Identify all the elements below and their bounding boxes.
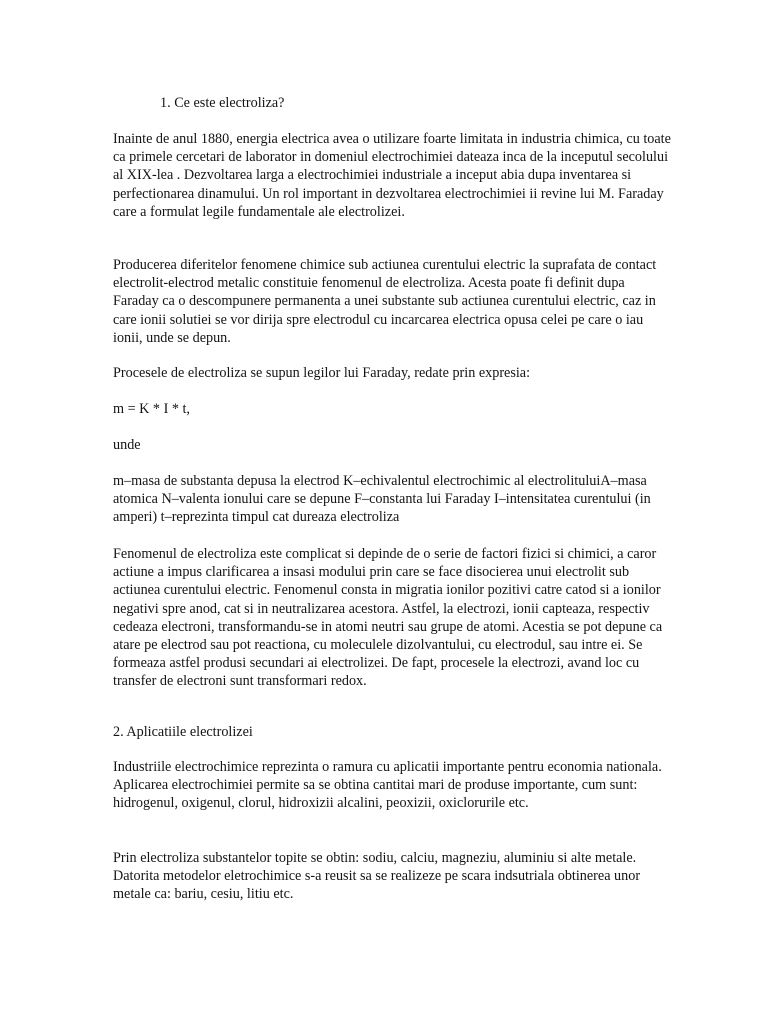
paragraph-faraday-laws: Procesele de electroliza se supun legilor lui Faraday, redate prin expresia:	[113, 365, 531, 381]
paragraph-definition: Producerea diferitelor fenomene chimice sub actiunea curentului electric la suprafata de contact electrolit-electrod metalic constituie fenomenul de electroliza. Acesta poate fi definit dupa Faraday ca o descompunere permanenta a unei substante sub actiunea curentului electric, caz in care ionii solutiei se vor dirija spre electrodul cu incarcarea electrica opusa celei pe care o iau ionii, unde se depun.	[113, 257, 657, 346]
section-heading-1: 1. Ce este electroliza?	[160, 95, 285, 111]
formula-label-unde: unde	[113, 437, 141, 453]
paragraph-industries: Industriile electrochimice reprezinta o ramura cu aplicatii importante pentru economia nationala. Aplicarea electrochimiei permite sa se obtina cantitai mari de produse importante, cum sunt: hidrogenul, oxigenul, clorul, hidroxizii alcalini, peoxizii, oxiclorurile etc.	[113, 759, 662, 812]
paragraph-phenomenon: Fenomenul de electroliza este complicat si depinde de o serie de factori fizici si chimici, a caror actiune a impus clarificarea a insasi modului prin care se face disocierea unui electrolit sub actiunea curentului electric. Fenomenul consta in migratia ionilor pozitivi catre catod si a ionilor negativi spre anod, cat si in neutralizarea acestora. Astfel, la electrozi, ionii capteaza, respectiv cedeaza electroni, transformandu-se in atomi neutri sau grupe de atomi. Acestia se pot depune ca atare pe electrod sau pot reactiona, cu moleculele dizolvantului, cu electrodul, sau intre ei. Se formeaza astfel produsi secundari ai electrolizei. De fapt, procesele la electrozi, avand loc cu transfer de electroni sunt transformari redox.	[113, 546, 663, 690]
paragraph-history: Inainte de anul 1880, energia electrica avea o utilizare foarte limitata in industria chimica, cu toate ca primele cercetari de laborator in domeniul electrochimiei dateaza inca de la inceputul secolului al XIX-lea . Dezvoltarea larga a electrochimiei industriale a inceput abia dupa inventarea si perfectionarea dinamului. Un rol important in dezvoltarea electrochimiei ii revine lui M. Faraday care a formulat legile fundamentale ale electrolizei.	[113, 131, 671, 220]
section-heading-2: 2. Aplicatiile electrolizei	[113, 724, 253, 740]
formula: m = K * I * t,	[113, 401, 190, 417]
paragraph-formula-legend: m–masa de substanta depusa la electrod K–echivalentul electrochimic al electrolituluiA–masa atomica N–valenta ionului care se depune F–constanta lui Faraday I–intensitatea curentului (in amperi) t–reprezinta timpul cat dureaza electroliza	[113, 473, 651, 526]
paragraph-molten-electrolysis: Prin electroliza substantelor topite se obtin: sodiu, calciu, magneziu, aluminiu si alte metale. Datorita metodelor eletrochimice s-a reusit sa se realizeze pe scara indsutriala obtinerea unor metale ca: bariu, cesiu, litiu etc.	[113, 850, 641, 903]
